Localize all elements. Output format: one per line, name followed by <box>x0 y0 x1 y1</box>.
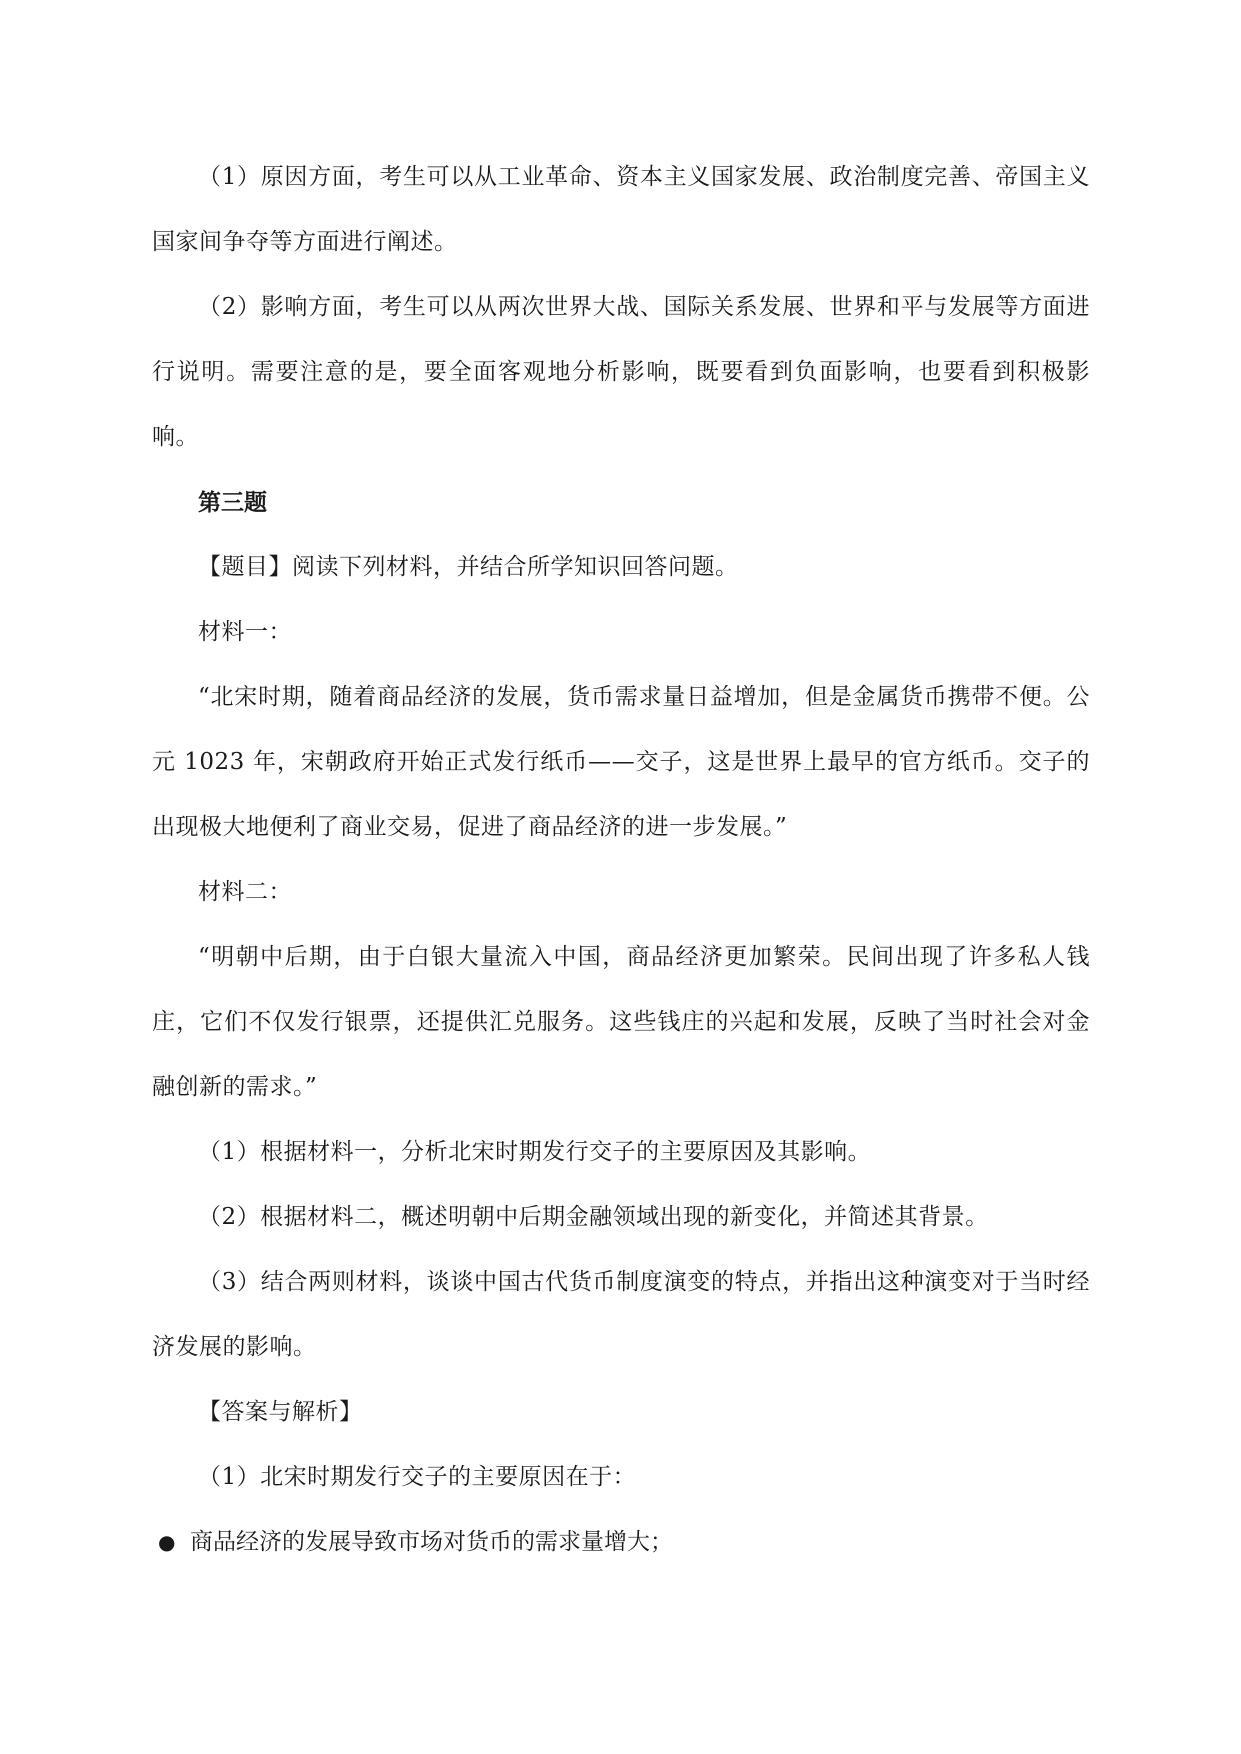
paragraph-reason-aspect: （1）原因方面，考生可以从工业革命、资本主义国家发展、政治制度完善、帝国主义国家间争夺等方面进行阐述。 <box>152 164 1090 255</box>
material-2-text: “明朝中后期，由于白银大量流入中国，商品经济更加繁荣。民间出现了许多私人钱庄，它们不仅发行银票，还提供汇兑服务。这些钱庄的兴起和发展，反映了当时社会对金融创新的需求。” <box>152 944 1090 1100</box>
bullet-dot-icon: ● <box>158 1530 176 1554</box>
material-1-label: 材料一： <box>198 619 292 645</box>
section-heading-question-3: 第三题 <box>198 489 267 516</box>
answer-1-intro: （1）北宋时期发行交子的主要原因在于： <box>198 1464 637 1490</box>
question-2: （2）根据材料二，概述明朝中后期金融领域出现的新变化，并简述其背景。 <box>198 1204 989 1230</box>
list-item-text: 商品经济的发展导致市场对货币的需求量增大； <box>190 1529 673 1555</box>
list-item <box>116 1510 1054 1575</box>
material-1-text: “北宋时期，随着商品经济的发展，货币需求量日益增加，但是金属货币携带不便。公元 1023 年，宋朝政府开始正式发行纸币——交子，这是世界上最早的官方纸币。交子的出现极大地便利了商业交易，促进了商品经济的进一步发展。” <box>152 684 1090 840</box>
question-1: （1）根据材料一，分析北宋时期发行交子的主要原因及其影响。 <box>198 1139 872 1165</box>
paragraph-impact-aspect: （2）影响方面，考生可以从两次世界大战、国际关系发展、世界和平与发展等方面进行说明。需要注意的是，要全面客观地分析影响，既要看到负面影响，也要看到积极影响。 <box>152 294 1090 450</box>
question-intro: 【题目】阅读下列材料，并结合所学知识回答问题。 <box>198 554 739 580</box>
question-3: （3）结合两则材料，谈谈中国古代货币制度演变的特点，并指出这种演变对于当时经济发展的影响。 <box>152 1269 1090 1360</box>
material-2-label: 材料二： <box>198 879 292 905</box>
document-body <box>152 145 1090 1575</box>
answer-label: 【答案与解析】 <box>198 1399 363 1425</box>
